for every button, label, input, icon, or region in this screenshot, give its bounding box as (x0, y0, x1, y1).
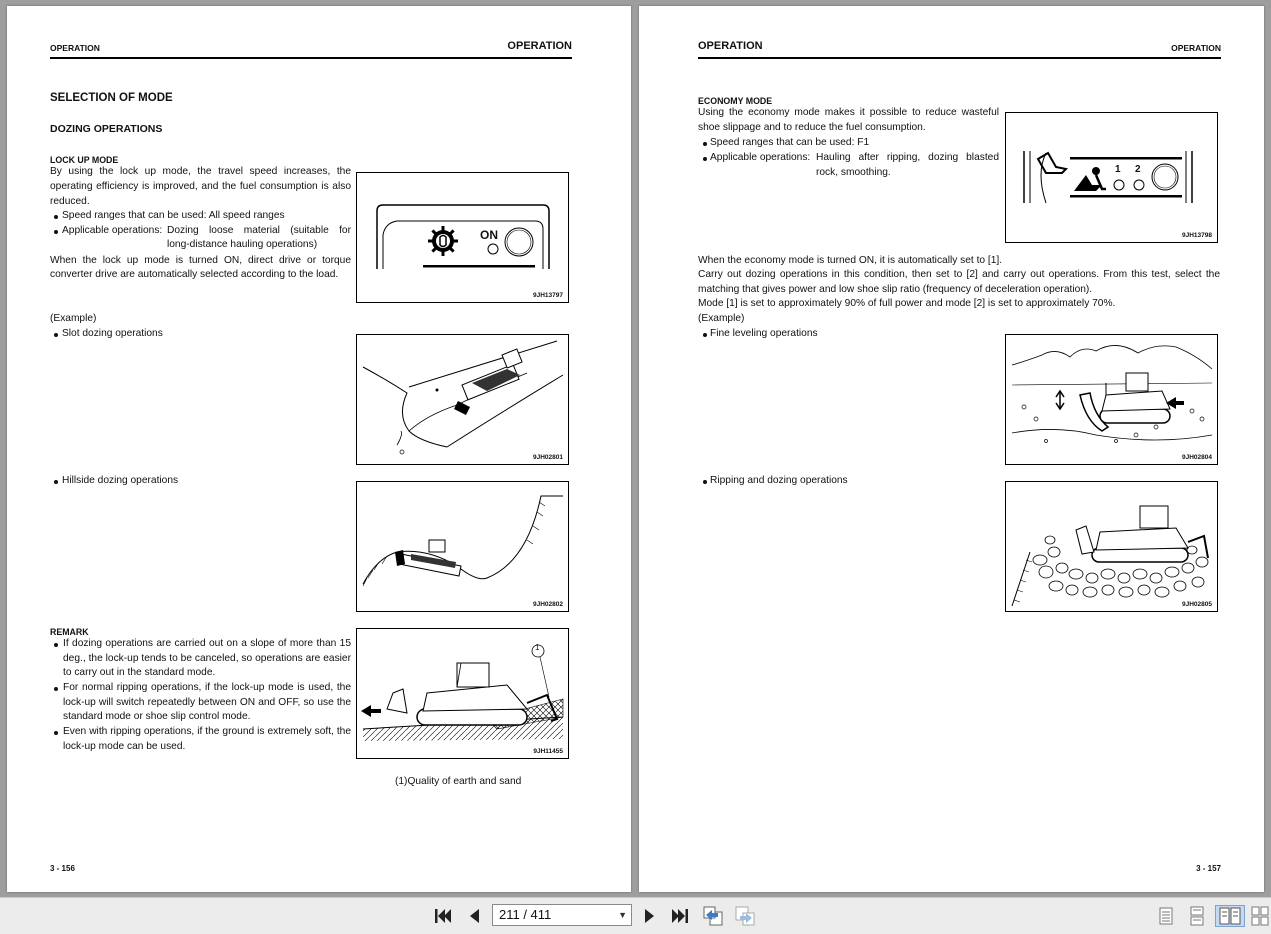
page-header-right: OPERATION (507, 40, 572, 52)
bullet (54, 333, 58, 337)
hillside-dozing-figure (356, 481, 569, 612)
lockup-heading: LOCK UP MODE (50, 155, 119, 165)
bullet (54, 230, 58, 234)
section-title: SELECTION OF MODE (50, 92, 173, 104)
continuous-facing-icon[interactable] (1250, 905, 1270, 927)
next-page-icon[interactable] (640, 905, 660, 927)
remark-1-line-3: to carry out in the standard mode. (63, 667, 216, 678)
fine-bullet: Fine leveling operations (710, 328, 818, 339)
header-rule (50, 57, 572, 59)
speed-bullet: Speed ranges that can be used: All speed ranges (62, 210, 285, 221)
bullet (54, 731, 58, 735)
bullet (703, 480, 707, 484)
mode-2-label: 2 (1135, 164, 1141, 175)
bullet (54, 687, 58, 691)
prev-page-icon[interactable] (464, 905, 484, 927)
callout-number: 1 (535, 643, 540, 652)
lockup-line-1: By using the lock up mode, the travel speed increases, the (50, 166, 351, 177)
remark-3-line-2: lock-up mode can be used. (63, 741, 186, 752)
applicable-line-2: long-distance hauling operations) (167, 239, 318, 250)
figure-id: 9JH02801 (533, 454, 563, 461)
figure-id: 9JH02804 (1182, 454, 1212, 461)
body-line-2: Carry out dozing operations in this condition, then set to [2] and carry out operations. From this test, select the (698, 269, 1220, 280)
remark-1-line-1: If dozing operations are carried out on a slope of more than 15 (63, 638, 351, 649)
remark-2-line-2: lock-up will switch repeatedly between ON and OFF, so use the (63, 697, 351, 708)
example-label: (Example) (50, 313, 97, 324)
go-forward-icon[interactable] (734, 905, 756, 927)
figure-id: 9JH02802 (533, 601, 563, 608)
page-number: 3 - 157 (1196, 864, 1221, 873)
page-left (7, 6, 631, 892)
lockup-line-3: reduced. (50, 196, 90, 207)
page-header-left: OPERATION (50, 43, 100, 53)
remark-2-line-3: standard mode or shoe slip control mode. (63, 711, 251, 722)
ripping-dozing-figure (1005, 481, 1218, 612)
page-right (639, 6, 1264, 892)
economy-heading: ECONOMY MODE (698, 96, 773, 106)
ripping-figure (356, 628, 569, 759)
figure-id: 9JH02805 (1182, 601, 1212, 608)
go-back-icon[interactable] (702, 905, 724, 927)
facing-icon[interactable] (1215, 905, 1245, 927)
bullet (703, 333, 707, 337)
header-rule (698, 57, 1221, 59)
on-label: ON (480, 228, 498, 242)
page-header-left: OPERATION (698, 40, 763, 52)
bullet (54, 480, 58, 484)
page-display: 211 / 411 (499, 907, 552, 922)
hillside-bullet: Hillside dozing operations (62, 475, 179, 486)
applicable-label: Applicable operations: (710, 152, 811, 163)
fine-leveling-figure (1005, 334, 1218, 465)
applicable-line-1: Dozing loose material (suitable for (167, 225, 351, 236)
page-number-input[interactable] (492, 904, 632, 926)
chevron-down-icon[interactable]: ▼ (618, 910, 627, 920)
section-subtitle: DOZING OPERATIONS (50, 123, 163, 135)
remark-1-line-2: deg., the lock-up tends to be canceled, so operations are easier (63, 653, 351, 664)
figure-caption: (1)Quality of earth and sand (395, 776, 522, 787)
page-number: 3 - 156 (50, 864, 75, 873)
figure-id: 9JH11455 (533, 748, 563, 755)
figure-id: 9JH13798 (1182, 232, 1212, 239)
remark-3-line-1: Even with ripping operations, if the ground is extremely soft, the (63, 726, 351, 737)
speed-bullet: Speed ranges that can be used: F1 (710, 137, 870, 148)
first-page-icon[interactable] (432, 905, 454, 927)
remark-2-line-1: For normal ripping operations, if the lock-up mode is used, the (63, 682, 351, 693)
viewer-toolbar (0, 897, 1271, 934)
lockup-on-line-1: When the lock up mode is turned ON, direct drive or torque (50, 255, 351, 266)
economy-line-1: Using the economy mode makes it possible to reduce wasteful (698, 107, 999, 118)
ripping-bullet: Ripping and dozing operations (710, 475, 848, 486)
bullet (703, 157, 707, 161)
example-label: (Example) (698, 313, 745, 324)
applicable-label: Applicable operations: (62, 225, 163, 236)
body-line-3: matching that gives power and low shoe slip ratio (frequency of deceleration operation). (698, 284, 1093, 295)
economy-line-2: shoe slippage and to reduce the fuel consumption. (698, 122, 926, 133)
page-header-right: OPERATION (1171, 43, 1221, 53)
body-line-4: Mode [1] is set to approximately 90% of full power and mode [2] is set to approximately 70%. (698, 298, 1116, 309)
bullet (54, 215, 58, 219)
slot-dozing-figure (356, 334, 569, 465)
single-page-icon[interactable] (1156, 905, 1176, 927)
bullet (54, 643, 58, 647)
body-line-1: When the economy mode is turned ON, it is automatically set to [1]. (698, 255, 1003, 266)
slot-bullet: Slot dozing operations (62, 328, 163, 339)
last-page-icon[interactable] (669, 905, 691, 927)
applicable-line-2: rock, smoothing. (816, 167, 891, 178)
lockup-switch-figure (356, 172, 569, 303)
continuous-icon[interactable] (1187, 905, 1207, 927)
lockup-line-2: operating efficiency is improved, and the fuel consumption is also (50, 181, 351, 192)
applicable-line-1: Hauling after ripping, dozing blasted (816, 152, 999, 163)
mode-1-label: 1 (1115, 164, 1121, 175)
lockup-on-line-2: converter drive are automatically selected according to the load. (50, 269, 339, 280)
economy-switch-figure (1005, 112, 1218, 243)
remark-heading: REMARK (50, 627, 89, 637)
bullet (703, 142, 707, 146)
figure-id: 9JH13797 (533, 292, 563, 299)
